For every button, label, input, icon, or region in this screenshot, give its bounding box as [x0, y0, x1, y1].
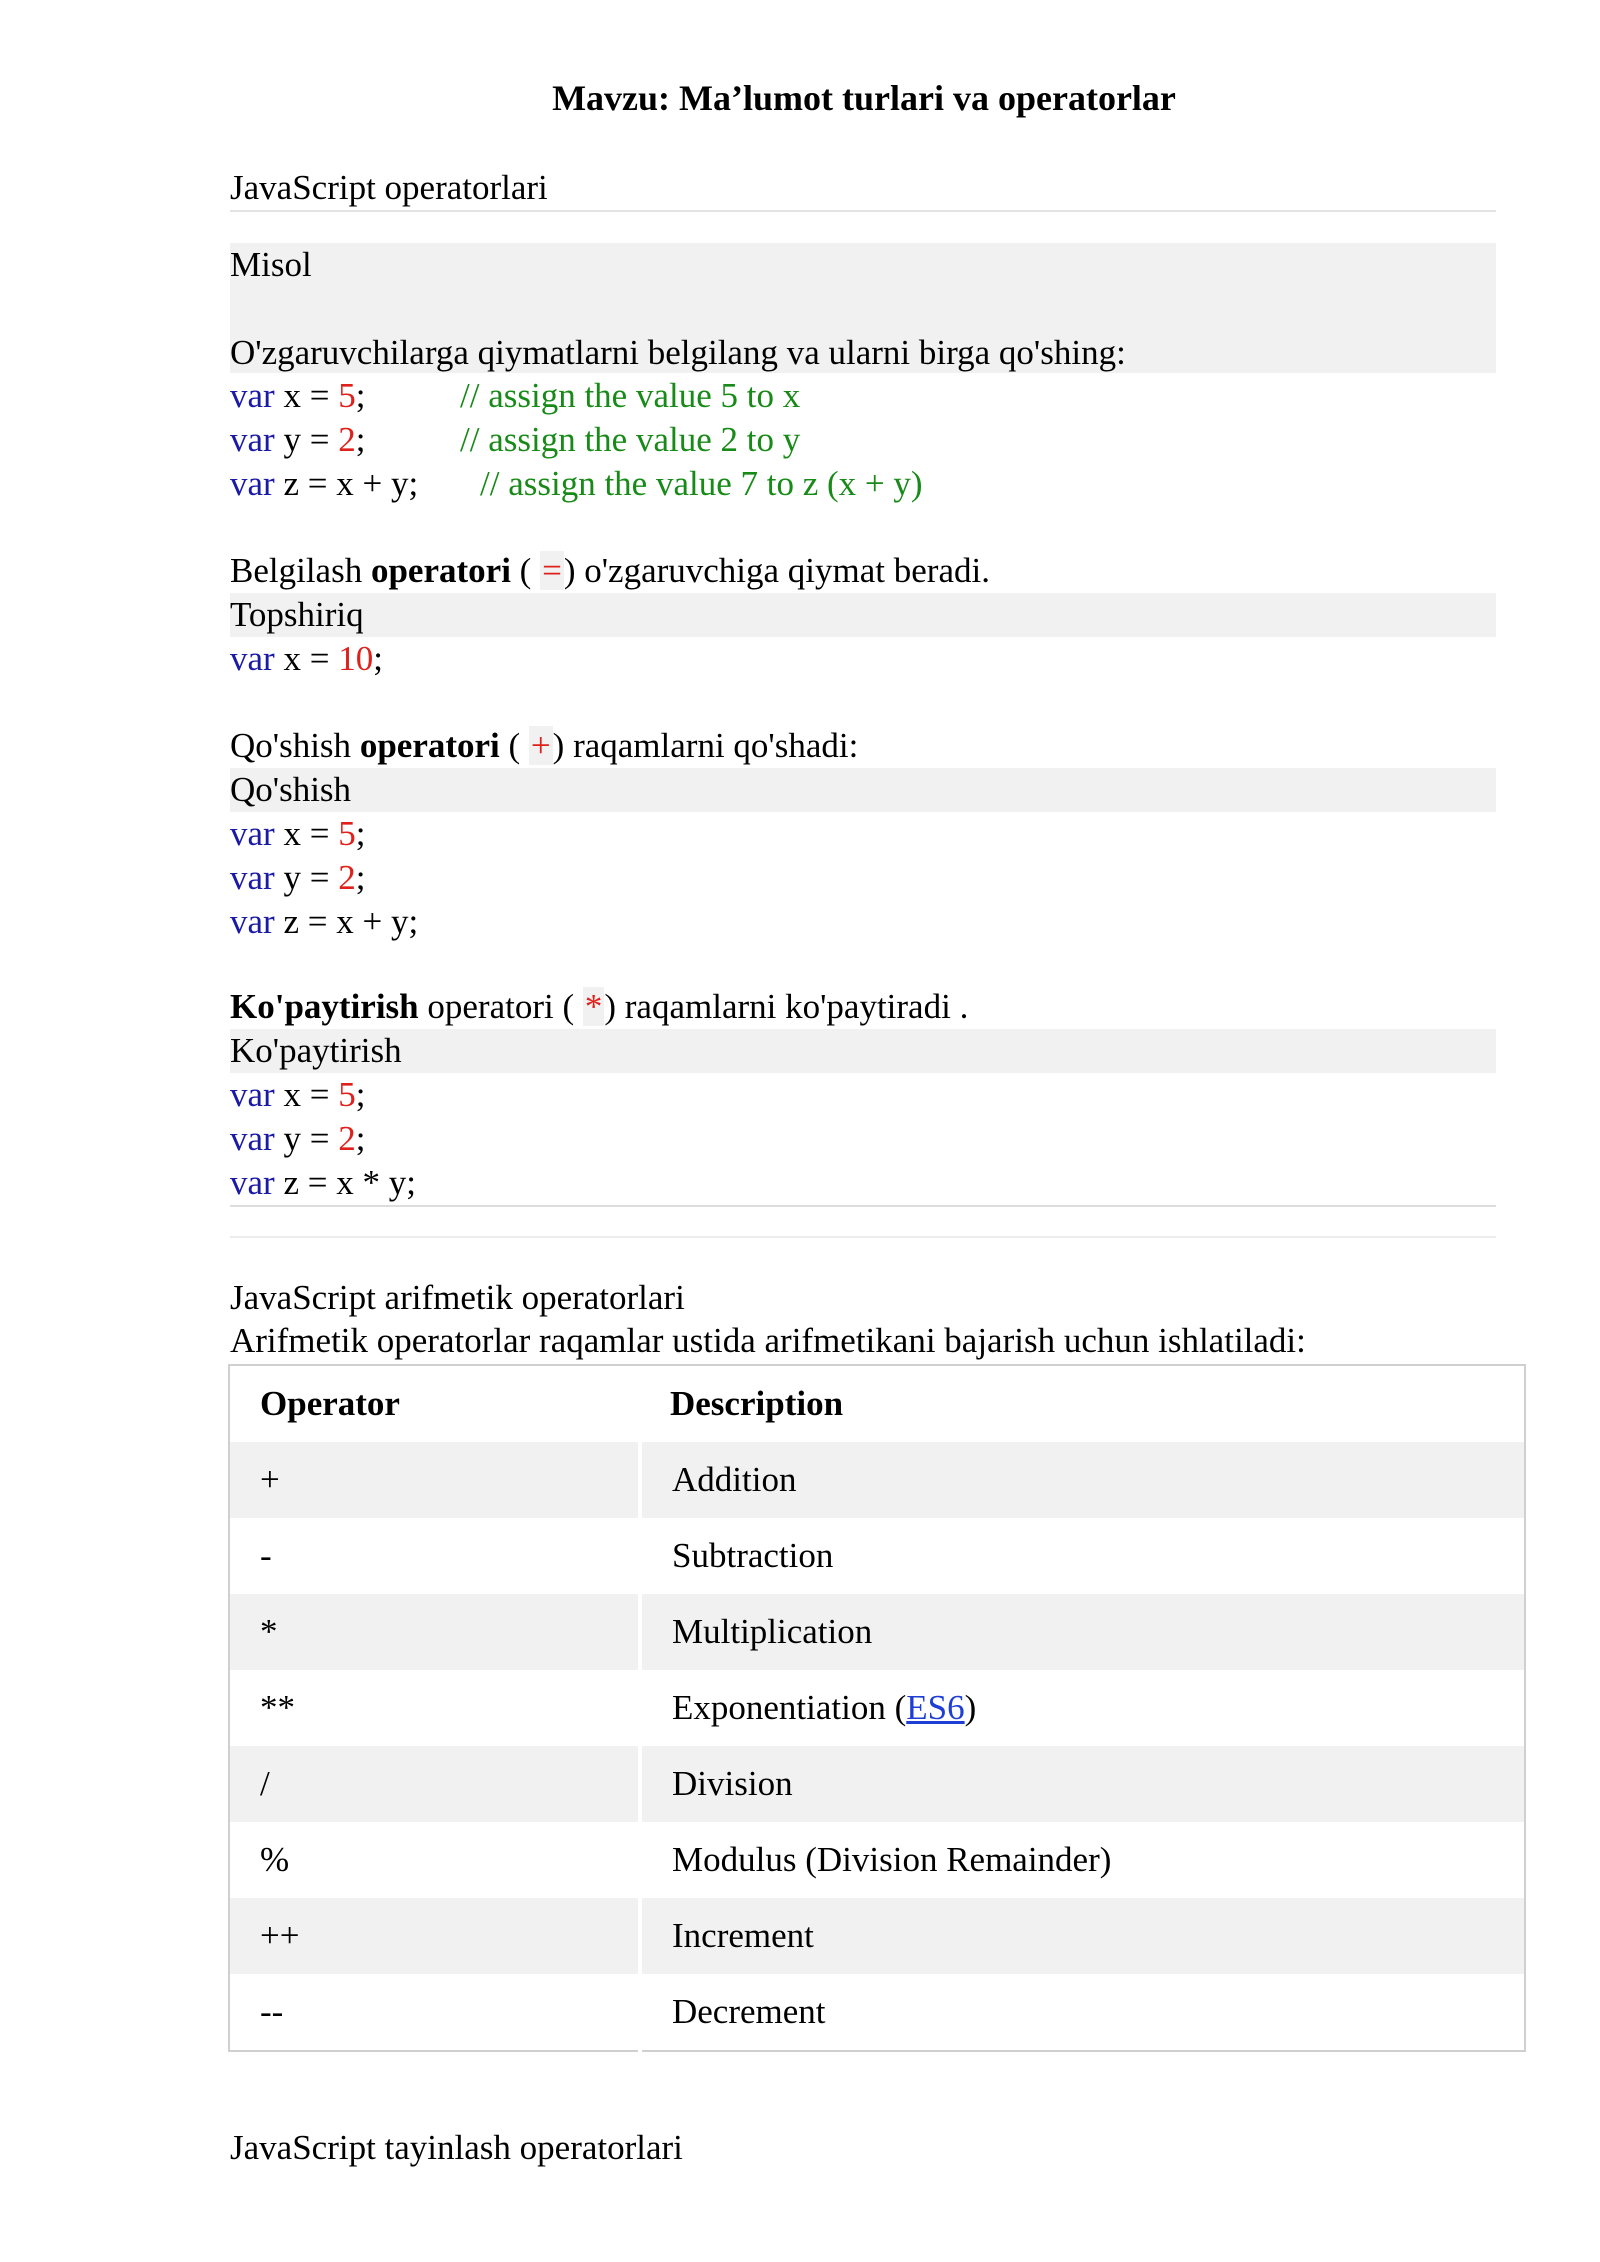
code-text: x =: [274, 639, 339, 678]
divider: [230, 1236, 1496, 1238]
code-line: [230, 1117, 1496, 1161]
code-text: z = x + y;: [274, 902, 419, 941]
operator-symbol: =: [542, 551, 562, 590]
add-description: [230, 724, 1496, 768]
text: ) raqamlarni qo'shadi:: [552, 726, 859, 765]
page-title: Mavzu: Ma’lumot turlari va operatorlar: [552, 78, 1176, 118]
code-text: ;: [355, 814, 366, 853]
section-heading-operators: JavaScript operatorlari: [230, 166, 1496, 212]
arith-intro: Arifmetik operatorlar raqamlar ustida arifmetikani bajarish uchun ishlatiladi:: [230, 1321, 1306, 1360]
mul-code: [230, 1073, 1496, 1207]
code-text: x =: [274, 814, 339, 853]
code-keyword: var: [230, 1075, 275, 1114]
table-row: [229, 1442, 1525, 1518]
code-keyword: var: [230, 814, 275, 853]
example-label: Misol: [230, 245, 312, 284]
code-comment: // assign the value 2 to y: [460, 420, 801, 459]
code-text: ;: [373, 639, 383, 678]
code-text: ;: [355, 376, 366, 415]
operator-cell: **: [260, 1688, 295, 1727]
code-line: [230, 374, 1496, 418]
assignment-operators-heading: JavaScript tayinlash operatorlari: [230, 2128, 683, 2167]
example-box: [230, 243, 1496, 373]
mul-label: Ko'paytirish: [230, 1029, 1496, 1073]
assign-code: [230, 637, 1496, 681]
code-comment: // assign the value 5 to x: [460, 376, 801, 415]
code-text: y =: [274, 1119, 339, 1158]
bold-text: operatori: [359, 726, 500, 765]
code-text: z = x * y;: [274, 1163, 416, 1202]
code-line: [230, 812, 1496, 856]
code-text: ;: [355, 858, 366, 897]
text: (: [510, 551, 541, 590]
assign-label: Topshiriq: [230, 593, 1496, 637]
code-keyword: var: [230, 420, 275, 459]
operator-cell: ++: [229, 1898, 640, 1974]
table-row: [229, 1518, 1525, 1594]
bold-text: Ko'paytirish: [230, 987, 419, 1026]
text: operatori (: [418, 987, 583, 1026]
mul-description: [230, 985, 1496, 1029]
code-keyword: var: [230, 902, 275, 941]
table-row: [229, 1746, 1525, 1822]
code-text: ;: [355, 420, 366, 459]
code-text: y =: [274, 420, 339, 459]
code-comment: // assign the value 7 to z (x + y): [480, 464, 923, 503]
table-row: [229, 1898, 1525, 1974]
es6-link[interactable]: ES6: [906, 1688, 965, 1727]
operator-cell: *: [229, 1594, 640, 1670]
code-text: z = x + y;: [274, 464, 419, 503]
add-code: [230, 812, 1496, 944]
text: (: [499, 726, 529, 765]
description-cell: Increment: [640, 1898, 1525, 1974]
code-line: [230, 418, 1496, 462]
code-number: 2: [338, 1119, 356, 1158]
code-text: x =: [274, 376, 339, 415]
description-cell: [640, 1670, 1525, 1746]
code-line: [230, 900, 1496, 944]
description-cell: Subtraction: [640, 1518, 1525, 1594]
code-number: 5: [338, 814, 356, 853]
text: ) o'zgaruvchiga qiymat beradi.: [563, 551, 990, 590]
code-text: x =: [274, 1075, 339, 1114]
text: Qo'shish: [230, 726, 352, 765]
bold-text: operatori: [370, 551, 511, 590]
column-header-description: Description: [670, 1384, 844, 1423]
description-text: Exponentiation (: [672, 1688, 907, 1727]
arith-heading: JavaScript arifmetik operatorlari: [230, 1278, 685, 1317]
code-line: [230, 1073, 1496, 1117]
operators-table: [228, 1364, 1526, 2052]
operator-cell: %: [260, 1840, 290, 1879]
operator-cell: +: [229, 1442, 640, 1518]
description-cell: Modulus (Division Remainder): [640, 1822, 1525, 1898]
code-keyword: var: [230, 464, 275, 503]
operator-cell: --: [260, 1992, 284, 2031]
table-row: [229, 1974, 1525, 2051]
code-text: ;: [355, 1075, 366, 1114]
code-keyword: var: [230, 639, 275, 678]
operator-symbol: +: [530, 726, 551, 765]
description-text: ): [964, 1688, 977, 1727]
add-label: Qo'shish: [230, 768, 1496, 812]
example-text: O'zgaruvchilarga qiymatlarni belgilang va ularni birga qo'shing:: [230, 333, 1126, 372]
description-cell: Decrement: [640, 1974, 1525, 2051]
operator-symbol: *: [584, 987, 603, 1026]
code-example: [230, 374, 1496, 506]
table-row: [229, 1822, 1525, 1898]
code-keyword: var: [230, 858, 275, 897]
code-number: 2: [338, 858, 356, 897]
code-keyword: var: [230, 376, 275, 415]
code-text: ;: [355, 1119, 366, 1158]
code-line: [230, 462, 1496, 506]
table-row: [229, 1670, 1525, 1746]
description-cell: Addition: [640, 1442, 1525, 1518]
code-keyword: var: [230, 1163, 275, 1202]
code-number: 5: [338, 1075, 356, 1114]
code-text: y =: [274, 858, 339, 897]
assign-description: [230, 549, 1496, 593]
description-cell: Multiplication: [640, 1594, 1525, 1670]
operator-cell: /: [229, 1746, 640, 1822]
table-row: [229, 1594, 1525, 1670]
code-line: [230, 856, 1496, 900]
code-number: 2: [338, 420, 356, 459]
code-line: [230, 1161, 1496, 1205]
text: ) raqamlarni ko'paytiradi .: [604, 987, 969, 1026]
operator-cell: -: [260, 1536, 272, 1575]
code-number: 10: [338, 639, 374, 678]
code-keyword: var: [230, 1119, 275, 1158]
table-header-row: [229, 1365, 1525, 1442]
column-header-operator: Operator: [260, 1384, 400, 1423]
description-cell: Division: [640, 1746, 1525, 1822]
text: Belgilash: [230, 551, 363, 590]
code-number: 5: [338, 376, 356, 415]
